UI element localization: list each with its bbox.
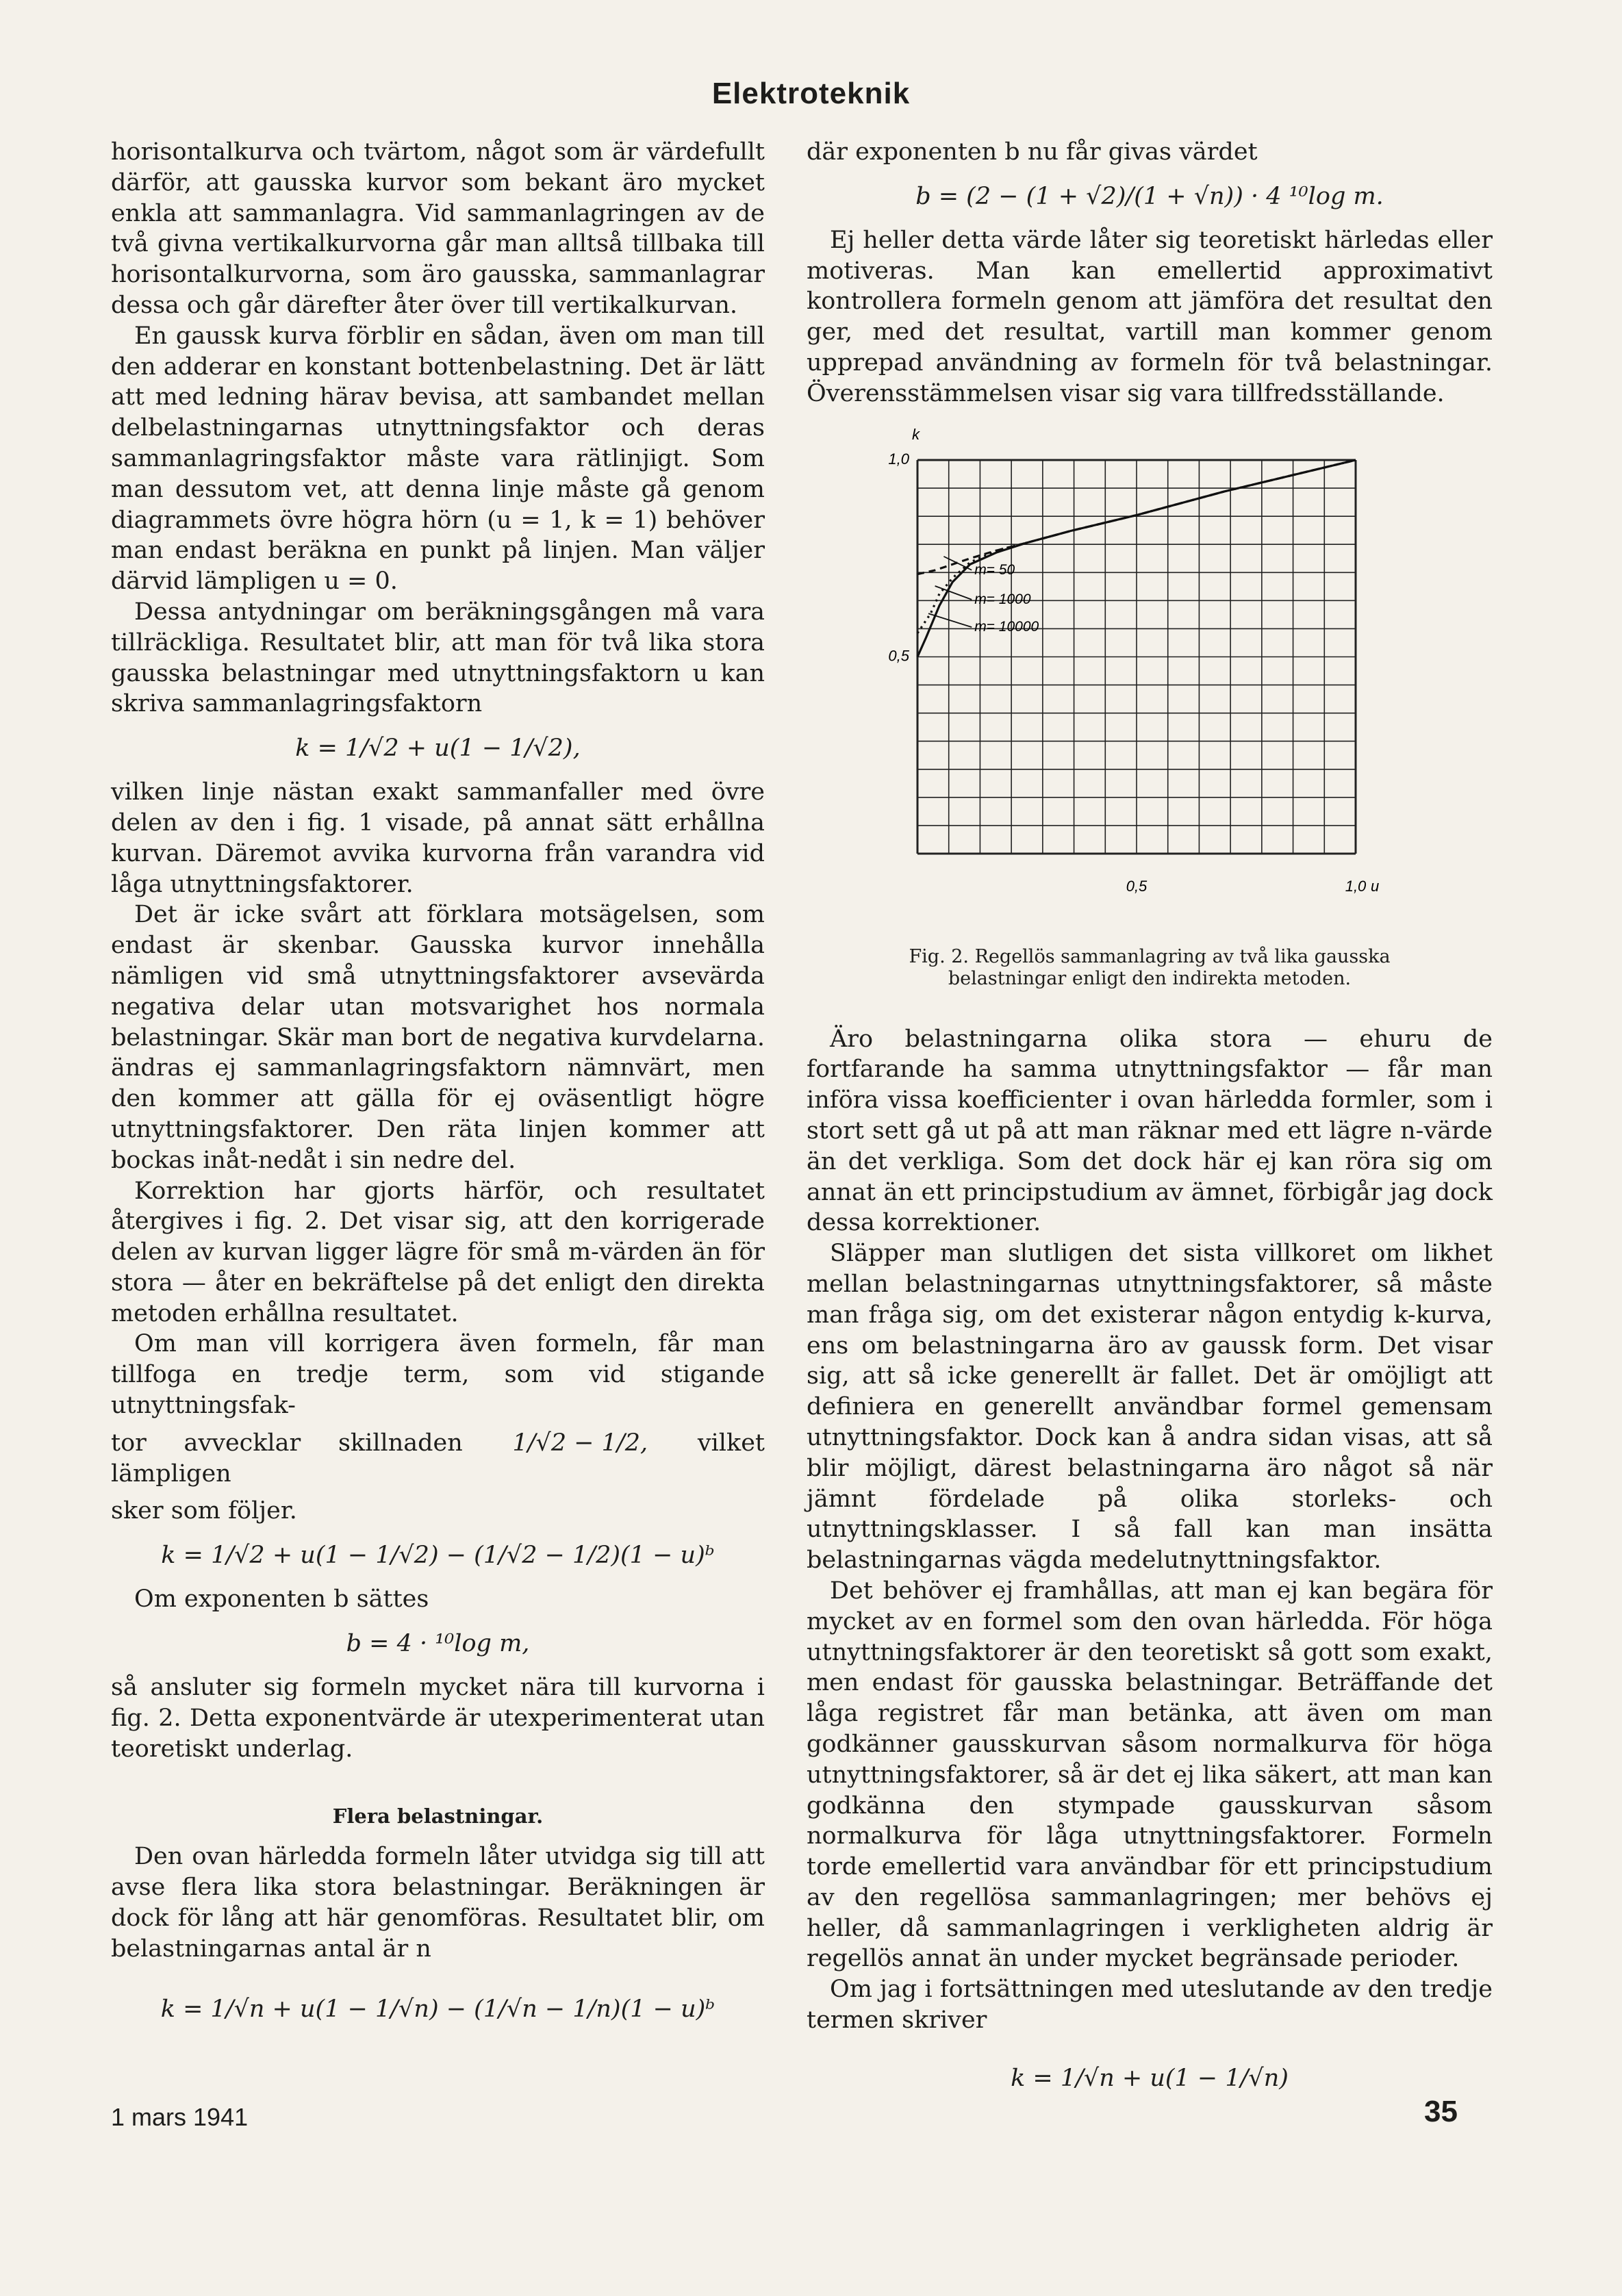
paragraph: Om exponenten b sättes xyxy=(134,1585,429,1613)
paragraph: Det är icke svårt att förklara motsägelsen, som endast är skenbar. Gausska kurvor innehålla nämligen vid små utnyttningsfaktorer avsevärda negativa delar utan motsvarighet hos normala belastningar. Skär man bort de negativa kurvdelarna. ändras ej sammanlagringsfaktorn nämnvärt, men den kommer att gälla för ej oväsentligt högre utnyttningsfaktorer. Den räta linjen kommer att bockas inåt-nedåt i sin nedre del. xyxy=(111,901,765,1174)
text-run: tor avvecklar skillnaden xyxy=(111,1429,463,1457)
formula: b = (2 − (1 + √2)/(1 + √n)) · 4 ¹⁰log m. xyxy=(915,182,1384,210)
series-label: m= 50 xyxy=(974,561,1015,578)
paragraph: Det behöver ej framhållas, att man ej kan begära för mycket av en formel som den ovan härledda. För höga utnyttningsfaktorer är den teoretiskt så gott som exakt, men endast för gausska belastningar. Beträffande det låga registret får man betänka, att även om man godkänner gausskurvan såsom normalkurva för höga utnyttningsfaktorer, så är det ej lika säkert, att man kan godkänna den stympade gausskurvan såsom normalkurva för låga utnyttningsfaktorer. Formeln torde emellertid vara användbar för ett principstudium av den regellösa sammanlagringen; mer behövs ej heller, då sammanlagringen i verkligheten aldrig är regellös annat än under mycket begränsade perioder. xyxy=(807,1577,1493,1973)
series-label: m= 1000 xyxy=(974,591,1031,607)
paragraph: där exponenten b nu får givas värdet xyxy=(807,138,1258,166)
right-column xyxy=(807,137,1493,2107)
paragraph: sker som följer. xyxy=(111,1497,297,1525)
paragraph: Ej heller detta värde låter sig teoretiskt härledas eller motiveras. Man kan emellertid approximativt kontrollera formeln genom att jämföra det resultat den ger, med det resultat, vartill man kommer genom upprepad användning av formeln för två belastningar. Överensstämmelsen visar sig vara tillfredsställande. xyxy=(807,226,1493,407)
y-axis-label: k xyxy=(912,425,920,443)
series-label: m= 10000 xyxy=(974,618,1039,635)
left-column xyxy=(111,137,765,2038)
paragraph: Äro belastningarna olika stora — ehuru de fortfarande ha samma utnyttningsfaktor — får man införa vissa koefficienter i ovan härledda formler, som i stort sett gå ut på att man räknar med ett lägre n-värde än det verkliga. Som det dock här ej kan röra sig om annat än ett principstudium av ämnet, förbigår jag dock dessa korrektioner. xyxy=(807,1025,1493,1237)
y-tick-label: 1,0 xyxy=(888,450,909,468)
paragraph: Släpper man slutligen det sista villkoret om likhet mellan belastningarnas utnyttningsfaktorer, så måste man fråga sig, om det existerar någon entydig k-kurva, ens om belastningarna äro av gaussk form. Det visar sig, att så icke generellt är fallet. Det är omöjligt att definiera en generellt användbar formel gemensam utnyttningsfaktor. Dock kan å andra sidan visas, att så blir möjligt, därest belastningarna äro något så när jämnt fördelade på olika storleks- och utnyttningsklasser. I så fall kan man insätta belastningarnas vägda medelutnyttningsfaktor. xyxy=(807,1240,1493,1574)
paragraph: horisontalkurva och tvärtom, något som är värdefullt därför, att gausska kurvor som bekant äro mycket enkla att sammanlagra. Vid sammanlagringen av de två givna vertikalkurvorna går man alltså tillbaka till horisontalkurvorna, som äro gausska, sammanlagrar dessa och går därefter åter över till vertikalkurvan. xyxy=(111,138,765,319)
formula: k = 1/√n + u(1 − 1/√n) − (1/√n − 1/n)(1 − u)ᵇ xyxy=(160,1995,715,2024)
label-leader-line xyxy=(928,613,972,627)
section-heading: Flera belastningar. xyxy=(332,1804,544,1828)
journal-header: Elektroteknik xyxy=(711,77,911,110)
page-number: 35 xyxy=(1424,2095,1458,2128)
paragraph: Dessa antydningar om beräkningsgången må vara tillräckliga. Resultatet blir, att man för två lika stora gausska belastningar med utnyttningsfaktorn u kan skriva sammanlagringsfaktorn xyxy=(111,598,765,718)
paragraph: så ansluter sig formeln mycket nära till kurvorna i fig. 2. Detta exponentvärde är utexperimenterat utan teoretiskt underlag. xyxy=(111,1674,765,1763)
formula: b = 4 · ¹⁰log m, xyxy=(346,1630,530,1658)
inline-formula: 1/√2 − 1/2, xyxy=(512,1429,648,1457)
figure-caption: Fig. 2. Regellös sammanlagring av två lika gausska belastningar enligt den indirekta metoden. xyxy=(909,945,1391,989)
x-axis-label: u xyxy=(1371,877,1380,895)
formula: k = 1/√n + u(1 − 1/√n) xyxy=(1011,2064,1289,2092)
paragraph: Den ovan härledda formeln låter utvidga sig till att avse flera lika stora belastningar. Beräkningen är dock för lång att här genomföras. Resultatet blir, om belastningarnas antal är n xyxy=(111,1843,765,1963)
figure-2-chart xyxy=(807,419,1491,946)
paragraph: Om jag i fortsättningen med uteslutande av den tredje termen skriver xyxy=(807,1976,1493,2034)
formula: k = 1/√2 + u(1 − 1/√2) − (1/√2 − 1/2)(1 − u)ᵇ xyxy=(161,1542,715,1570)
y-tick-label: 0,5 xyxy=(888,647,909,665)
label-leader-line xyxy=(935,586,972,600)
x-tick-label: 1,0 xyxy=(1345,877,1367,895)
paragraph: vilken linje nästan exakt sammanfaller med övre delen av den i fig. 1 visade, på annat sätt erhållna kurvan. Däremot avvika kurvorna från varandra vid låga utnyttningsfaktorer. xyxy=(111,778,765,898)
formula: k = 1/√2 + u(1 − 1/√2), xyxy=(295,735,581,763)
issue-date: 1 mars 1941 xyxy=(111,2103,249,2131)
paragraph-inline-formula xyxy=(111,1428,765,1490)
paragraph: Korrektion har gjorts härför, och resultatet återgives i fig. 2. Det visar sig, att den korrigerade delen av kurvan ligger lägre för små m-värden än för stora — åter en bekräftelse på det enligt den direkta metoden erhållna resultatet. xyxy=(111,1177,765,1327)
x-tick-label: 0,5 xyxy=(1126,877,1148,895)
paragraph: Om man vill korrigera även formeln, får man tillfoga en tredje term, som vid stigande utnyttningsfak- xyxy=(111,1330,765,1420)
paragraph: En gaussk kurva förblir en sådan, även om man till den adderar en konstant bottenbelastning. Det är lätt att med ledning härav bevisa, att sambandet mellan delbelastningarnas utnyttningsfaktor och deras sammanlagringsfaktor måste vara rätlinjigt. Som man dessutom vet, att denna linje måste gå genom diagrammets övre högra hörn (u = 1, k = 1) behöver man endast beräkna en punkt på linjen. Man väljer därvid lämpligen u = 0. xyxy=(111,322,765,596)
text-run: vilket lämpligen xyxy=(111,1429,765,1488)
